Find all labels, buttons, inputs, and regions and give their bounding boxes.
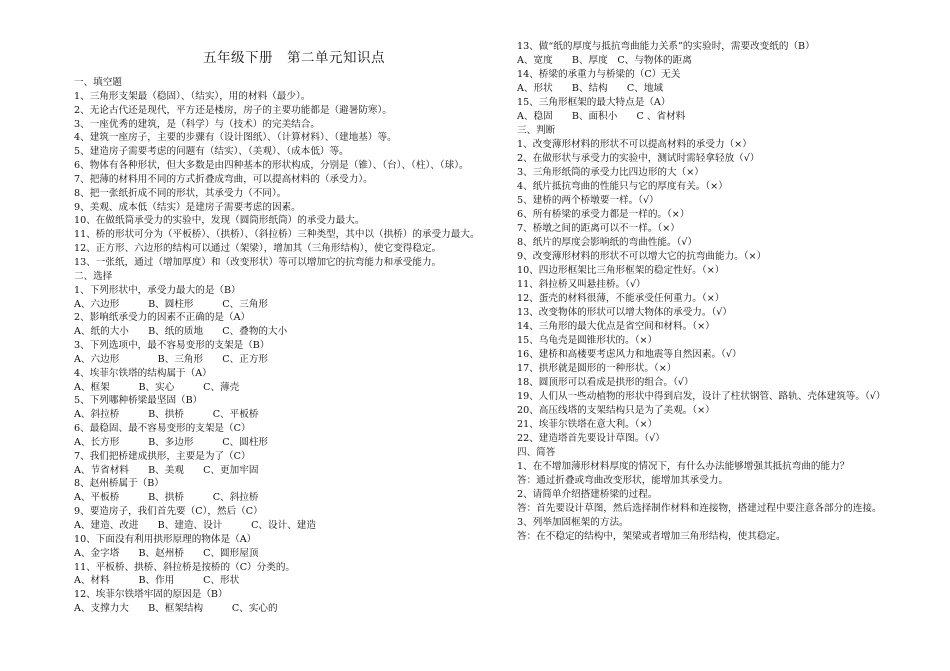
text-line: 14、桥梁的承重力与桥梁的（C）无关 xyxy=(517,69,681,80)
text-line: 1、下列形状中，承受力最大的是（B） xyxy=(74,284,241,296)
text-line: A、支撑力大 B、框架结构 C、实心的 xyxy=(74,603,278,615)
text-line: 3、一座优秀的建筑，是（科学）与（技术）的完美结合。 xyxy=(74,118,320,130)
text-line: 1、三角形支架最（稳固）、（结实），用的材料（最少）。 xyxy=(74,90,311,102)
text-line: 答：通过折叠或弯曲改变形状，能增加其承受力。 xyxy=(517,475,729,486)
text-line: 7、桥墩之间的距离可以不一样。（×） xyxy=(517,223,680,234)
text-line: 7、我们把桥建成拱形，主要是为了（C） xyxy=(74,450,251,462)
right-line-list xyxy=(517,40,937,544)
text-line: 9、改变薄形材料的形状不可以增大它的抗弯曲能力。（×） xyxy=(517,251,767,262)
text-line: 10、四边形框架比三角形框架的稳定性好。（×） xyxy=(517,265,725,276)
text-line: 4、埃菲尔铁塔的结构属于（A） xyxy=(74,367,212,379)
text-line: A、平板桥 B、拱桥 C、斜拉桥 xyxy=(74,492,259,504)
text-line: A、建造、改进 B、建造、设计 C、设计、建造 xyxy=(74,520,316,531)
text-line: 16、建桥和高楼要考虑风力和地震等自然因素。（√） xyxy=(517,349,742,360)
text-line: 12、埃菲尔铁塔牢固的原因是（B） xyxy=(74,589,228,601)
text-line: 17、拱形就是圆形的一种形状。（×） xyxy=(517,363,677,374)
text-line: 22、建造塔首先要设计草图。（√） xyxy=(517,433,665,444)
text-line: 6、最稳固、最不容易变形的支架是（C） xyxy=(74,423,251,435)
text-line: 5、下列哪种桥梁最坚固（B） xyxy=(74,395,203,407)
text-line: A、六边形 B、三角形 C、正方形 xyxy=(74,353,269,365)
text-line: 一、填空题 xyxy=(74,77,122,88)
text-line: 8、纸片的厚度会影响纸的弯曲性能。（√） xyxy=(517,237,698,248)
text-line: 8、把一张纸折成不同的形状，其承受力（不同）。 xyxy=(74,187,287,199)
text-line: 三、判断 xyxy=(517,125,556,136)
left-line-list xyxy=(74,76,484,616)
text-line: 12、蛋壳的材料很薄，不能承受任何重力。（×） xyxy=(517,293,725,304)
text-line: 2、影响纸承受力的因素不正确的是（A） xyxy=(74,312,251,324)
text-line: 10、在做纸筒承受力的实验中，发现（圆筒形纸筒）的承受力最大。 xyxy=(74,215,365,227)
text-line: 2、请简单介绍搭建桥梁的过程。 xyxy=(517,489,658,500)
text-line: 20、高压线塔的支架结构只是为了美观。（×） xyxy=(517,405,715,416)
text-line: 11、斜拉桥又叫悬挂桥。（√） xyxy=(517,279,646,290)
text-line: 13、做“纸的厚度与抵抗弯曲能力关系”的实验时，需要改变纸的（B） xyxy=(517,41,815,52)
text-line: 答：首先要设计草图，然后选择制作材料和连接物，搭建过程中要注意各部分的连接。 xyxy=(517,503,882,514)
text-line: 2、在做形状与承受力的实验中，测试时需轻拿轻放（√） xyxy=(517,153,760,164)
text-line: 6、所有桥梁的承受力都是一样的。（×） xyxy=(517,209,690,220)
text-line: 10、下面没有利用拱形原理的物体是（A） xyxy=(74,533,257,545)
text-line: 13、改变物体的形状可以增大物体的承受力。（√） xyxy=(517,307,732,318)
text-line: 7、把薄的材料用不同的方式折叠成弯曲，可以提高材料的（承受力）。 xyxy=(74,173,373,185)
text-line: 19、人们从一些动植物的形状中得到启发，设计了柱状钢管、路轨、壳体建筑等。（√） xyxy=(517,391,886,402)
text-line: 四、简答 xyxy=(517,447,556,458)
text-line: A、斜拉桥 B、拱桥 C、平板桥 xyxy=(74,409,259,421)
text-line: 5、建桥的两个桥墩要一样。（√） xyxy=(517,195,659,206)
text-line: A、稳固 B、面积小 C 、省材料 xyxy=(517,111,686,122)
text-line: 14、三角形的最大优点是省空间和材料。（×） xyxy=(517,321,715,332)
text-line: 1、改变薄形材料的形状不可以提高材料的承受力（×） xyxy=(517,139,752,150)
text-line: 1、在不增加薄形材料厚度的情况下，有什么办法能够增强其抵抗弯曲的能力？ xyxy=(517,461,850,472)
text-line: 9、要造房子，我们首先要（C），然后（C） xyxy=(74,506,263,518)
text-line: 5、建造房子需要考虑的问题有（结实）、（美观）、（成本低）等。 xyxy=(74,146,349,158)
text-line: A、节省材料 B、美观 C、更加牢固 xyxy=(74,464,259,476)
text-line: 6、物体有各种形状，但大多数是由四种基本的形状构成，分别是（锥）、（台）、（柱）、（球）。 xyxy=(74,160,469,172)
text-line: A、形状 B、结构 C、地域 xyxy=(517,83,664,94)
text-line: A、长方形 B、多边形 C、圆柱形 xyxy=(74,436,269,448)
text-line: 15、三角形框架的最大特点是（A） xyxy=(517,97,671,108)
text-line: 3、三角形纸筒的承受力比四边形的大（×） xyxy=(517,167,704,178)
text-line: 11、平板桥、拱桥、斜拉桥是按桥的（C）分类的。 xyxy=(74,561,296,573)
text-line: 2、无论古代还是现代，平方还是楼房，房子的主要功能都是（避暑防寒）。 xyxy=(74,104,392,116)
text-line: 4、纸片抵抗弯曲的性能只与它的厚度有关。（×） xyxy=(517,181,728,192)
text-line: 21、埃菲尔铁塔在意大利。（×） xyxy=(517,419,658,430)
text-line: 8、赵州桥属于（B） xyxy=(74,478,164,490)
text-line: A、宽度 B、厚度 C、与物体的距离 xyxy=(517,55,692,66)
page-title: 五年级下册 第二单元知识点 xyxy=(203,50,385,66)
text-line: A、框架 B、实心 C、薄壳 xyxy=(74,381,240,393)
text-line: 11、桥的形状可分为（平板桥）、（拱桥）、（斜拉桥）三种类型，其中以（拱桥）的承受力最大。 xyxy=(74,229,480,241)
text-line: 9、美观、成本低（结实）是建房子需要考虑的因素。 xyxy=(74,201,301,213)
text-line: A、纸的大小 B、纸的质地 C、叠物的大小 xyxy=(74,326,288,338)
text-line: 18、圆顶形可以看成是拱形的组合。（√） xyxy=(517,377,694,388)
text-line: 答：在不稳定的结构中，架梁或者增加三角形结构，使其稳定。 xyxy=(517,531,786,542)
text-line: 15、乌龟壳是圆锥形状的。（×） xyxy=(517,335,658,346)
left-column xyxy=(74,46,484,616)
text-line: A、金字塔 B、赵州桥 C、圆形屋顶 xyxy=(74,547,259,559)
text-line: 二、选择 xyxy=(74,270,113,282)
text-line: A、材料 B、作用 C、形状 xyxy=(74,575,240,587)
right-column xyxy=(517,40,937,544)
text-line: 12、正方形、六边形的结构可以通过（架梁），增加其（三角形结构），使它变得稳定。 xyxy=(74,243,442,255)
text-line: 3、下列选项中，最不容易变形的支架是（B） xyxy=(74,340,270,352)
text-line: 3、列举加固框架的方法。 xyxy=(517,517,629,528)
text-line: A、六边形 B、圆柱形 C、三角形 xyxy=(74,298,269,310)
text-line: 13、一张纸，通过（增加厚度）和（改变形状）等可以增加它的抗弯能力和承受能力。 xyxy=(74,256,442,268)
text-line: 4、建筑一座房子，主要的步骤有（设计图纸）、（计算材料）、（建地基）等。 xyxy=(74,132,397,144)
